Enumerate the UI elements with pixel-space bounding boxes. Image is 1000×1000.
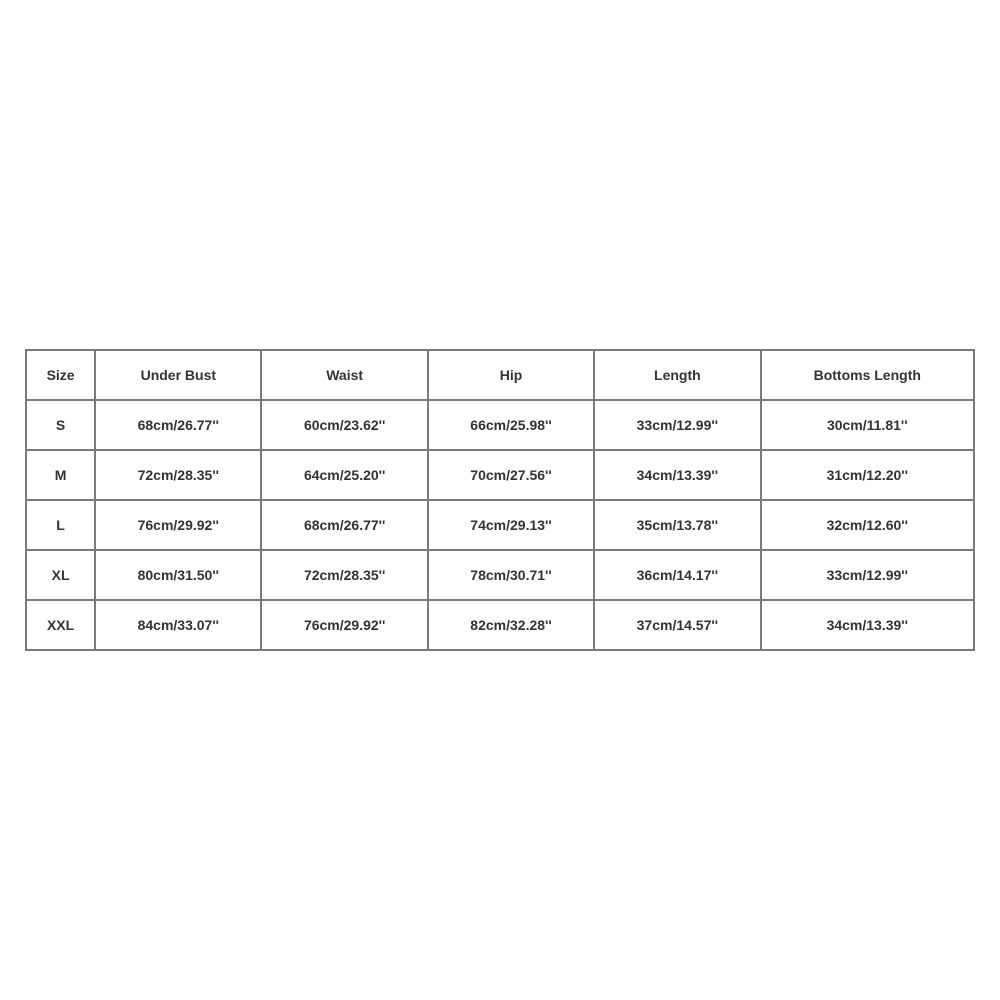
table-row <box>27 451 975 501</box>
cell-hip: 70cm/27.56'' <box>429 451 595 501</box>
header-size: Size <box>27 351 96 401</box>
cell-under-bust: 80cm/31.50'' <box>96 551 262 601</box>
cell-bottoms-length: 34cm/13.39'' <box>762 601 975 651</box>
cell-waist: 76cm/29.92'' <box>262 601 428 651</box>
cell-under-bust: 76cm/29.92'' <box>96 501 262 551</box>
cell-size: XXL <box>27 601 96 651</box>
cell-size: M <box>27 451 96 501</box>
cell-bottoms-length: 33cm/12.99'' <box>762 551 975 601</box>
table-row <box>27 551 975 601</box>
cell-hip: 82cm/32.28'' <box>429 601 595 651</box>
header-waist: Waist <box>262 351 428 401</box>
cell-waist: 72cm/28.35'' <box>262 551 428 601</box>
cell-waist: 60cm/23.62'' <box>262 401 428 451</box>
cell-hip: 74cm/29.13'' <box>429 501 595 551</box>
header-hip: Hip <box>429 351 595 401</box>
cell-under-bust: 84cm/33.07'' <box>96 601 262 651</box>
cell-waist: 64cm/25.20'' <box>262 451 428 501</box>
cell-length: 36cm/14.17'' <box>595 551 761 601</box>
cell-bottoms-length: 31cm/12.20'' <box>762 451 975 501</box>
cell-length: 37cm/14.57'' <box>595 601 761 651</box>
cell-size: S <box>27 401 96 451</box>
cell-length: 34cm/13.39'' <box>595 451 761 501</box>
cell-length: 35cm/13.78'' <box>595 501 761 551</box>
cell-bottoms-length: 32cm/12.60'' <box>762 501 975 551</box>
table-header-row <box>27 351 975 401</box>
cell-hip: 78cm/30.71'' <box>429 551 595 601</box>
cell-hip: 66cm/25.98'' <box>429 401 595 451</box>
cell-length: 33cm/12.99'' <box>595 401 761 451</box>
cell-bottoms-length: 30cm/11.81'' <box>762 401 975 451</box>
cell-under-bust: 72cm/28.35'' <box>96 451 262 501</box>
table-row <box>27 401 975 451</box>
cell-size: L <box>27 501 96 551</box>
cell-waist: 68cm/26.77'' <box>262 501 428 551</box>
table-row <box>27 501 975 551</box>
table-row <box>27 601 975 651</box>
header-under-bust: Under Bust <box>96 351 262 401</box>
header-length: Length <box>595 351 761 401</box>
size-chart-table <box>25 349 975 651</box>
cell-size: XL <box>27 551 96 601</box>
cell-under-bust: 68cm/26.77'' <box>96 401 262 451</box>
header-bottoms-length: Bottoms Length <box>762 351 975 401</box>
